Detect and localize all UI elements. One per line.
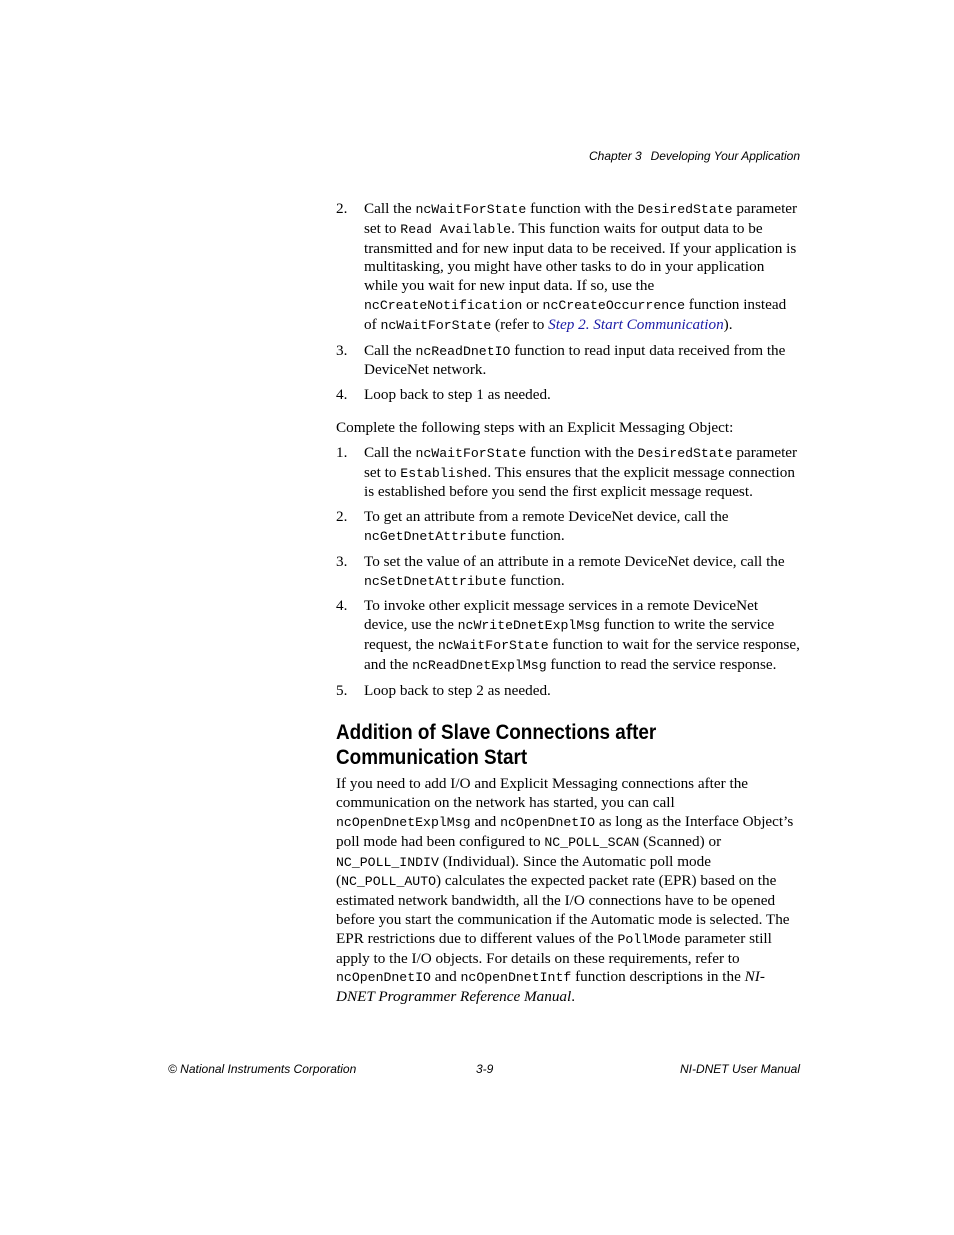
list-item xyxy=(336,508,800,547)
code-term: ncReadDnetIO xyxy=(415,343,511,359)
list-item xyxy=(336,597,800,675)
text: parameter set to xyxy=(364,200,798,237)
step-number: 3. xyxy=(336,552,348,570)
text: To get an attribute from a remote DeviceNet device, call the xyxy=(364,508,729,526)
code-term: ncCreateNotification xyxy=(364,297,523,313)
text: function descriptions in the xyxy=(571,968,745,986)
text: function to wait for the service response, and the xyxy=(364,635,800,673)
text: . This ensures that the explicit message connection is established before you send the first explicit message request. xyxy=(364,463,795,501)
list-item xyxy=(336,342,800,381)
copyright-text: © National Instruments Corporation xyxy=(168,1062,357,1076)
chapter-label: Chapter 3 xyxy=(589,149,642,163)
step-number: 5. xyxy=(336,681,348,699)
text: function to read input data received from the DeviceNet network. xyxy=(364,341,786,379)
code-term: DesiredState xyxy=(637,445,733,461)
list-item xyxy=(336,444,800,502)
text: . This function waits for output data to be transmitted and for new input data to be received. If your application is multitasking, you might have other tasks to do in your application while you wait for new input data. If so, use the xyxy=(364,219,797,295)
cross-reference-link[interactable]: Step 2. Start Communication xyxy=(548,315,724,333)
step-number: 4. xyxy=(336,597,348,615)
heading-line: Addition of Slave Connections after xyxy=(336,721,657,745)
page-body xyxy=(336,200,800,1007)
step-number: 3. xyxy=(336,341,348,359)
code-term: DesiredState xyxy=(637,202,733,217)
text: parameter still apply to the I/O objects. For details on these requirements, refer to xyxy=(336,929,772,967)
text: Call the xyxy=(364,200,416,217)
code-term: PollMode xyxy=(617,931,681,947)
code-term: ncWriteDnetExplMsg xyxy=(457,618,601,634)
code-term: ncSetDnetAttribute xyxy=(364,573,507,589)
page-number: 3-9 xyxy=(476,1062,494,1076)
step-number: 2. xyxy=(336,200,348,217)
text: . xyxy=(571,988,576,1006)
code-term: ncOpenDnetIO xyxy=(336,970,431,986)
text: Loop back to step 2 as needed. xyxy=(364,681,551,699)
section-paragraph xyxy=(336,775,800,1007)
step-number: 4. xyxy=(336,386,348,404)
code-term: ncGetDnetAttribute xyxy=(364,528,507,544)
text: Call the xyxy=(364,341,416,359)
text: as long as the Interface Object’s poll mode had been configured to xyxy=(336,812,794,850)
code-term: Established xyxy=(400,465,488,481)
text: To invoke other explicit message services in a remote DeviceNet device, use the xyxy=(364,597,759,634)
text: and xyxy=(470,812,501,830)
text: (Scanned) or xyxy=(639,832,722,850)
text: (refer to xyxy=(491,315,549,333)
list-item xyxy=(336,386,800,405)
list-item xyxy=(336,553,800,592)
heading-line: Communication Start xyxy=(336,746,528,770)
code-term: ncReadDnetExplMsg xyxy=(412,657,547,673)
step-number: 1. xyxy=(336,443,348,461)
text: function with the xyxy=(526,200,638,217)
text: ). xyxy=(723,315,733,333)
text: Loop back to step 1 as needed. xyxy=(364,386,551,404)
text: To set the value of an attribute in a remote DeviceNet device, call the xyxy=(364,552,785,570)
text: function to write the service request, the xyxy=(364,616,775,653)
code-term: NC_POLL_SCAN xyxy=(544,834,640,850)
code-term: ncWaitForState xyxy=(415,445,527,461)
text: function instead of xyxy=(364,295,787,333)
text: (Individual). Since the Automatic poll mode ( xyxy=(336,852,711,890)
text: function with the xyxy=(526,443,638,461)
code-term: NC_POLL_INDIV xyxy=(336,854,439,870)
code-term: ncWaitForState xyxy=(415,202,527,217)
text: function. xyxy=(506,571,565,589)
code-term: ncOpenDnetExplMsg xyxy=(336,814,471,830)
list-item xyxy=(336,682,800,701)
code-term: ncCreateOccurrence xyxy=(542,297,685,313)
manual-title: NI-DNET Programmer Reference Manual xyxy=(336,968,765,1006)
manual-name: NI-DNET User Manual xyxy=(679,1062,800,1076)
intro-paragraph: Complete the following steps with an Explicit Messaging Object: xyxy=(336,418,734,436)
text: function. xyxy=(506,526,565,544)
chapter-title: Developing Your Application xyxy=(650,149,800,163)
list-item xyxy=(336,200,800,336)
code-term: ncWaitForState xyxy=(437,637,549,653)
code-term: ncOpenDnetIntf xyxy=(460,970,572,986)
text: If you need to add I/O and Explicit Messaging connections after the communication on the network has started, you can call xyxy=(336,775,749,812)
code-term: ncWaitForState xyxy=(380,317,492,333)
text: ) calculates the expected packet rate (EPR) based on the estimated network bandwidth, all the I/O connections have to be opened before you start the communication if the Automatic mode is selected. The EPR restrictions due to different values of the xyxy=(336,872,790,947)
code-term: Read Available xyxy=(400,221,512,237)
explicit-steps-list xyxy=(336,444,800,701)
section-heading xyxy=(336,720,754,770)
io-steps-list xyxy=(336,200,800,405)
text: Call the xyxy=(364,443,416,461)
text: or xyxy=(522,295,543,313)
code-term: NC_POLL_AUTO xyxy=(341,874,437,890)
step-number: 2. xyxy=(336,508,348,526)
code-term: ncOpenDnetIO xyxy=(500,814,596,830)
text: and xyxy=(430,968,461,986)
text: parameter set to xyxy=(364,443,798,481)
text: function to read the service response. xyxy=(546,655,777,673)
